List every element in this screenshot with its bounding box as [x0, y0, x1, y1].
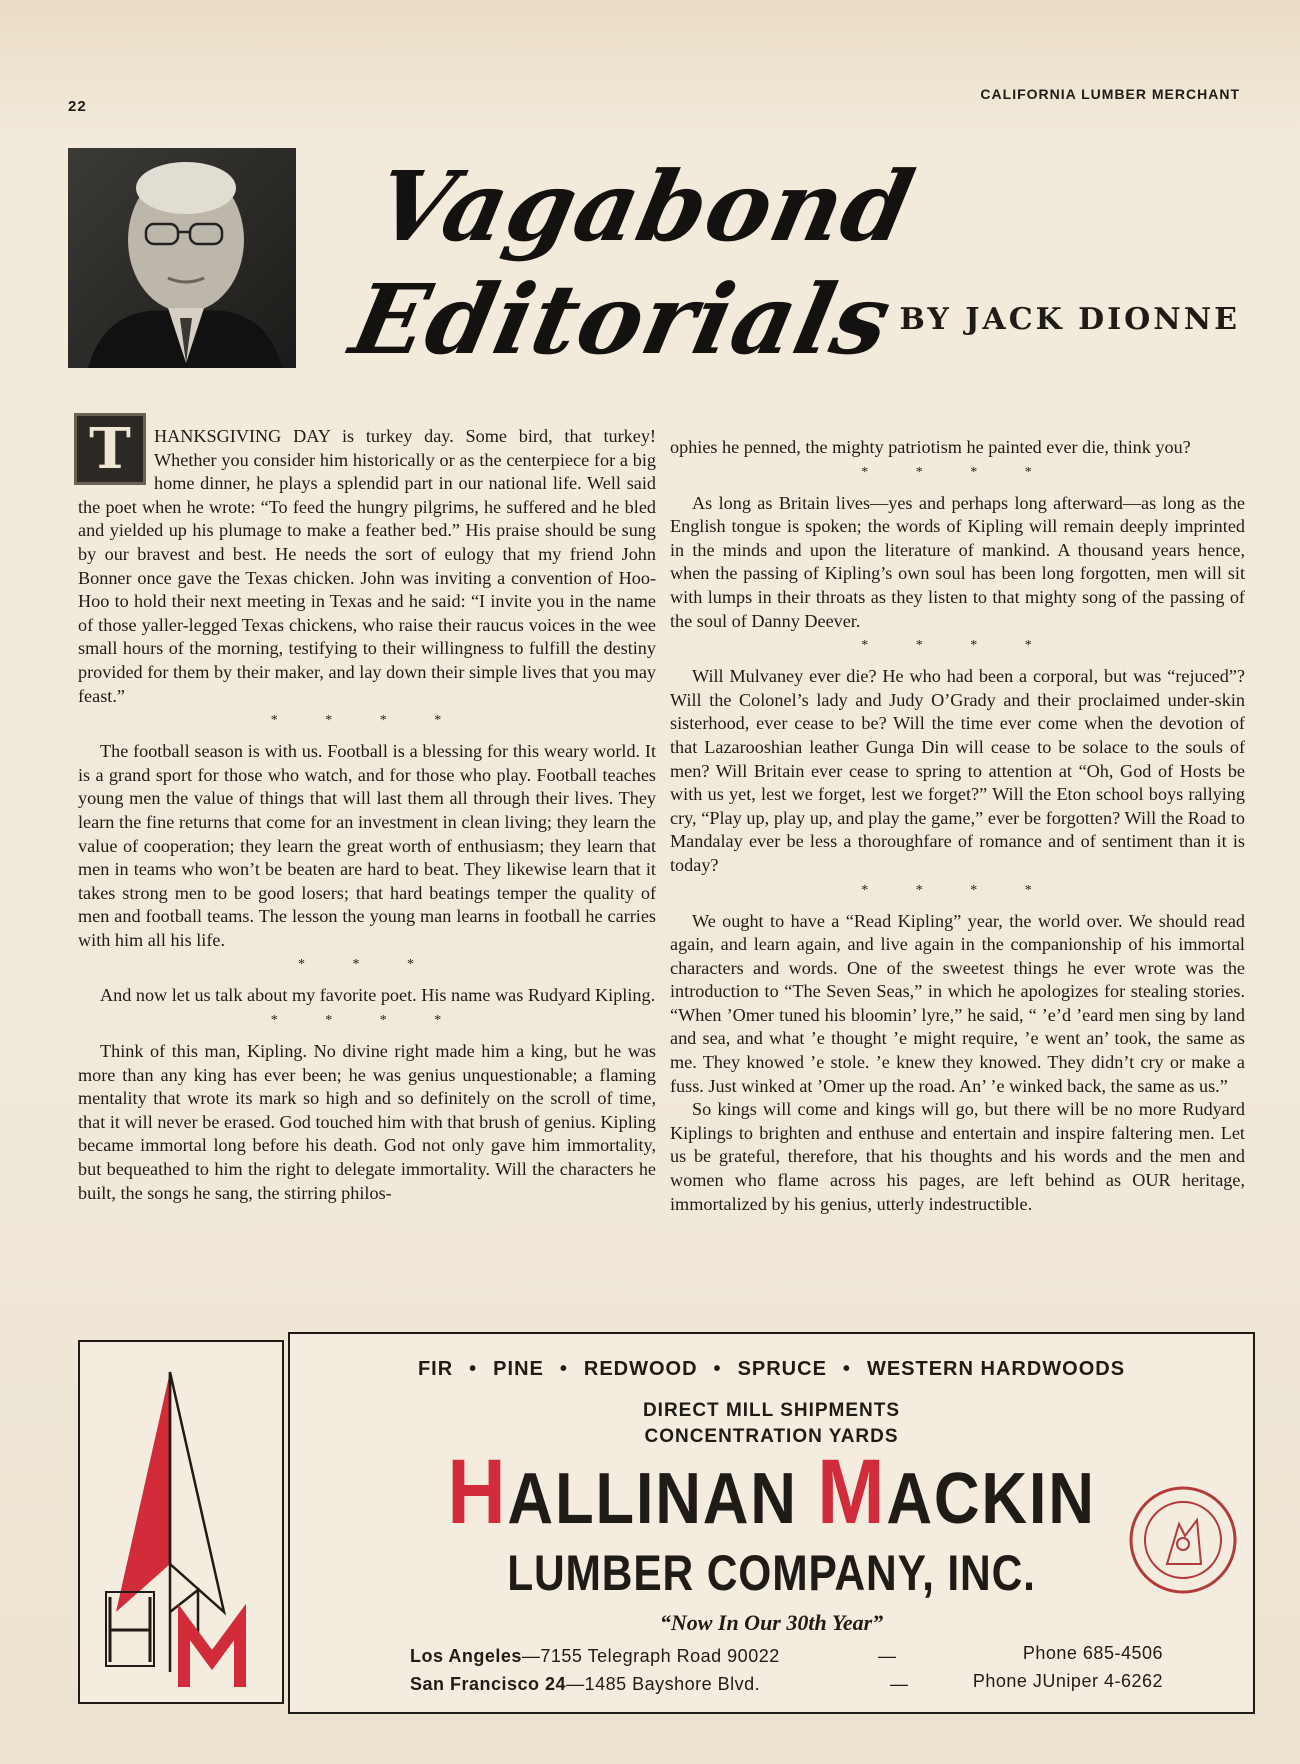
address-san-francisco: San Francisco 24—1485 Bayshore Blvd.: [410, 1674, 761, 1694]
company-name-line2: LUMBER COMPANY, INC.: [507, 1545, 1036, 1601]
paragraph: As long as Britain lives—yes and perhaps long afterward—as long as the English tongue is spoken; the words of Kipling will remain deeply imprinted in the minds and upon the literature of mankind. A thousand years hence, when the passing of Kipling’s own soul has been long forgotten, men will sit with lumps in their throats as they listen to that mighty song of the passing of the soul of Danny Deever.: [670, 492, 1245, 631]
paragraph: T HANKSGIVING DAY is turkey day. Some bird, that turkey! Whether you consider him historically or as the centerpiece for a big home dinner, he plays a splendid part in our national life. Well said the poet when he wrote: “To feed the hungry pilgrims, he suffered and he bled and yielded up his plumage to make a feather bed.” His praise should be sung by our bravest and best. He needs the sort of eulogy that my friend John Bonner once gave the Texas chicken. John was inviting a convention of Hoo-Hoo to hold their next meeting in Texas and he said: “I invite you in the name of those yaller-legged Texas chickens, who raise their raucus voices in the wee small hours of the morning, testifying to their willingness to fulfill the destiny provided for them by their maker, and lay down their simple lives that you may feast.”: [78, 425, 656, 708]
wood-item: SPRUCE: [737, 1358, 827, 1380]
bullet-separator: •: [469, 1358, 478, 1380]
bullet-separator: •: [713, 1358, 722, 1380]
wood-item: WESTERN HARDWOODS: [866, 1358, 1126, 1380]
section-separator: * * * *: [270, 713, 464, 729]
masthead-title: Vagabond Editorials: [342, 150, 924, 376]
bullet-separator: •: [842, 1358, 851, 1380]
company-name: HALLINAN MACKIN: [447, 1441, 1096, 1543]
paragraph: And now let us talk about my favorite poet. His name was Rudyard Kipling.: [100, 985, 656, 1006]
ad-main-panel: [288, 1332, 1255, 1714]
paragraph: Will Mulvaney ever die? He who had been a corporal, but was “rejuced”? Will the Colonel’s lady and Judy O’Grady and their proclaimed under-skin sisterhood, ever cease to be? Will the time ever come when the devotion of that Lazarooshian leather Gunga Din will cease to be solace to the souls of men? Will Britain ever cease to spring to attention at “Oh, God of Hosts be with us yet, lest we forget, lest we forget?” Will the Eton school boys rallying cry, “Play up, play up, and play the game,” ever be forgotten? Will the Road to Mandalay ever be less a thoroughfare of romance and of sentiment than it is today?: [670, 666, 1245, 875]
right-column: [670, 436, 1245, 1216]
page-number: 22: [68, 98, 87, 115]
arrow-logo-icon: [80, 1342, 282, 1702]
byline: BY JACK DIONNE: [899, 302, 1240, 337]
paragraph: We ought to have a “Read Kipling” year, the world over. We should read again, and learn again, and live again in the companionship of his immortal characters and words. One of the sweetest things he ever wrote was the introduction to “The Seven Seas,” in which he apologizes for stealing stories. “When ’Omer tuned his bloomin’ lyre,” he said, “ ’e’d ’eard men sing by land and sea, and what ’e thought ’e might require, ’e went an’ took, the same as me. They knowed ’e stole. ’e knew they knowed. They didn’t cry or make a fuss. Just winked at ’Omer up the road. An’ ’e winked back, the same as us.”: [670, 910, 1245, 1096]
section-separator: * * * *: [861, 882, 1054, 898]
association-seal-icon: [1127, 1484, 1239, 1596]
section-separator: * * *: [298, 957, 436, 973]
slogan: “Now In Our 30th Year”: [659, 1610, 884, 1635]
section-separator: * * * *: [861, 464, 1054, 480]
hm-logo-panel: [78, 1340, 284, 1704]
wood-item: REDWOOD: [583, 1358, 698, 1380]
advertisement: [78, 1332, 1253, 1712]
wood-species-list: [290, 1358, 1253, 1381]
section-separator: * * * *: [861, 638, 1054, 654]
wood-item: FIR: [417, 1358, 454, 1380]
phone-los-angeles: Phone 685-4506: [1022, 1643, 1163, 1663]
dash: —: [890, 1674, 908, 1694]
bullet-separator: •: [559, 1358, 568, 1380]
section-separator: * * * *: [270, 1013, 464, 1029]
phone-san-francisco: Phone JUniper 4-6262: [972, 1671, 1163, 1691]
wood-item: PINE: [493, 1358, 544, 1380]
address-los-angeles: Los Angeles—7155 Telegraph Road 90022: [410, 1646, 780, 1666]
paragraph: Think of this man, Kipling. No divine right made him a king, but he was more than any king has ever been; he was genius unquestionable; a flaming mentality that wrote its mark so high and so definitely on the scroll of time, that it will never be erased. God touched him with that brush of genius. Kipling became immortal long before his death. God not only gave him immortality, but bequeathed to him the right to delegate immortality. Will the characters he built, the songs he sang, the stirring philos-: [78, 1041, 656, 1203]
paragraph: So kings will come and kings will go, but there will be no more Rudyard Kiplings to brighten and enthuse and entertain and inspire faltering men. Let us be grateful, therefore, that his thoughts and his words and the men and women who flame across his pages, are left behind as OUR heritage, immortalized by his genius, utterly indestructible.: [670, 1099, 1245, 1214]
publication-name: CALIFORNIA LUMBER MERCHANT: [980, 86, 1240, 102]
paragraph: The football season is with us. Football is a blessing for this weary world. It is a grand sport for those who watch, and for those who play. Football teaches young men the value of things that will last them all through their lives. They learn the fine returns that come for an investment in clean living; they learn the value of cooperation; they learn the great worth of enthusiasm; they learn that men in teams who won’t be beaten are hard to beat. They likewise learn that it takes strong men to be good losers; that hard beatings temper the quality of men and football teams. The lesson the young man learns in football he carries with him all his life.: [78, 741, 656, 950]
left-column: [78, 416, 656, 1205]
paragraph: ophies he penned, the mighty patriotism he painted ever die, think you?: [670, 437, 1191, 457]
dropcap: T: [74, 413, 146, 485]
author-photo: [68, 148, 296, 368]
services-text: DIRECT MILL SHIPMENTS CONCENTRATION YARDS: [642, 1400, 901, 1447]
dash: —: [878, 1646, 896, 1666]
